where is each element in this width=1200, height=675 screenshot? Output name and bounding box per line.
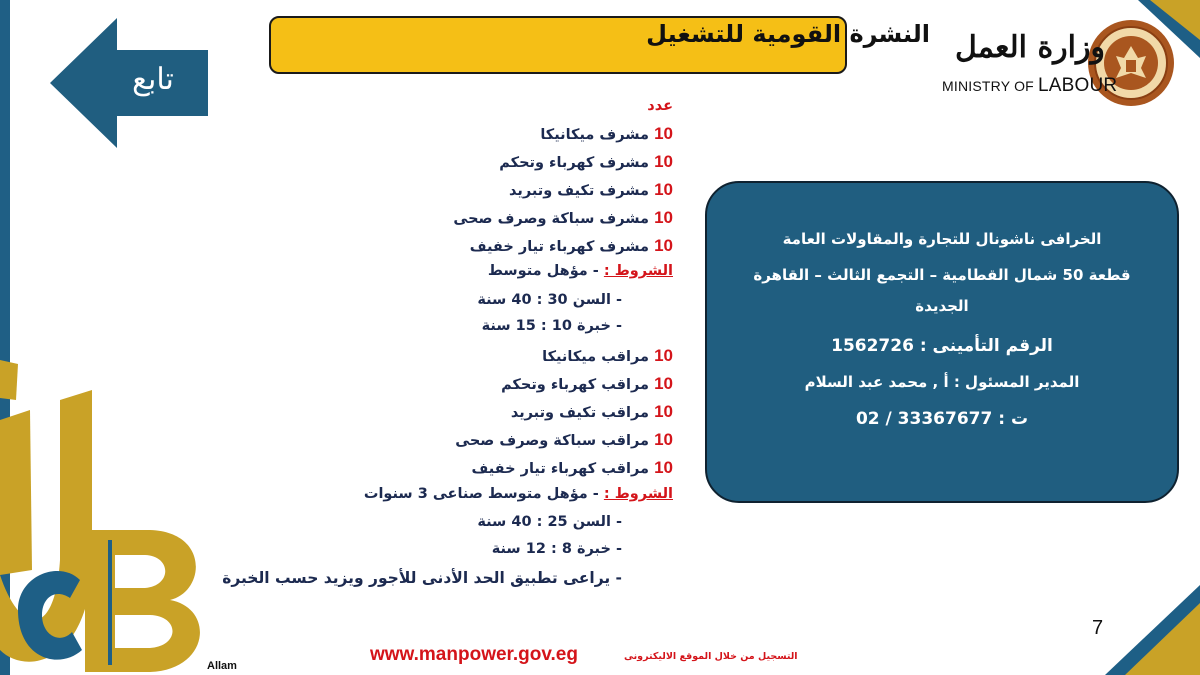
wage-note: - يراعى تطبيق الحد الأدنى للأجور ويزيد حسب الخبرة	[222, 569, 622, 587]
list-item: 10 مراقب ميكانيكا	[542, 346, 673, 365]
list-item: 10 مشرف ميكانيكا	[540, 124, 673, 143]
count-header: عدد	[647, 98, 673, 114]
company-name: الخرافى ناشونال للتجارة والمقاولات العامة	[782, 230, 1102, 248]
insurance-number: الرقم التأمينى : 1562726	[831, 336, 1053, 356]
list-item: 10 مشرف كهرباء تيار خفيف	[469, 236, 673, 255]
author-name: Allam	[207, 660, 237, 672]
list-item: 10 مراقب كهرباء تيار خفيف	[471, 458, 673, 477]
logo-english-text	[942, 75, 1117, 97]
list-item: 10 مشرف سباكة وصرف صحى	[453, 208, 673, 227]
corner-decoration-top	[1120, 0, 1200, 60]
age-condition: - السن 25 : 40 سنة	[477, 514, 622, 530]
logo-english-word: LABOUR	[1038, 75, 1118, 96]
conditions-line: الشروط : - مؤهل متوسط	[487, 263, 673, 279]
company-address: قطعة 50 شمال القطامية – التجمع الثالث – القاهرة	[753, 266, 1131, 284]
registration-note: التسجيل من خلال الموقع الاليكترونى	[624, 651, 798, 662]
list-item: 10 مشرف كهرباء وتحكم	[499, 152, 673, 171]
age-condition: - السن 30 : 40 سنة	[477, 292, 622, 308]
list-item: 10 مراقب سباكة وصرف صحى	[455, 430, 673, 449]
experience-condition: - خبرة 10 : 15 سنة	[481, 318, 622, 334]
page-title: النشرة القومية للتشغيل	[646, 20, 930, 48]
list-item: 10 مشرف تكيف وتبريد	[509, 180, 673, 199]
continue-label: تابع	[132, 62, 174, 97]
experience-condition: - خبرة 8 : 12 سنة	[491, 541, 622, 557]
logo-english-prefix: MINISTRY OF	[942, 78, 1034, 94]
company-address-cont: الجديدة	[915, 297, 969, 315]
corner-decoration-bottom	[1105, 585, 1200, 675]
phone-number: ت : 33367677 / 02	[855, 409, 1029, 429]
page-number: 7	[1092, 617, 1104, 639]
website-link[interactable]: www.manpower.gov.eg	[370, 644, 578, 665]
list-item: 10 مراقب كهرباء وتحكم	[501, 374, 673, 393]
logo-arabic-text: وزارة العمل	[955, 30, 1105, 65]
manager-name: المدير المسئول : أ , محمد عبد السلام	[804, 373, 1080, 391]
conditions-line: الشروط : - مؤهل متوسط صناعى 3 سنوات	[363, 486, 673, 502]
decorative-letters-graphic	[0, 360, 215, 675]
list-item: 10 مراقب تكيف وتبريد	[510, 402, 673, 421]
